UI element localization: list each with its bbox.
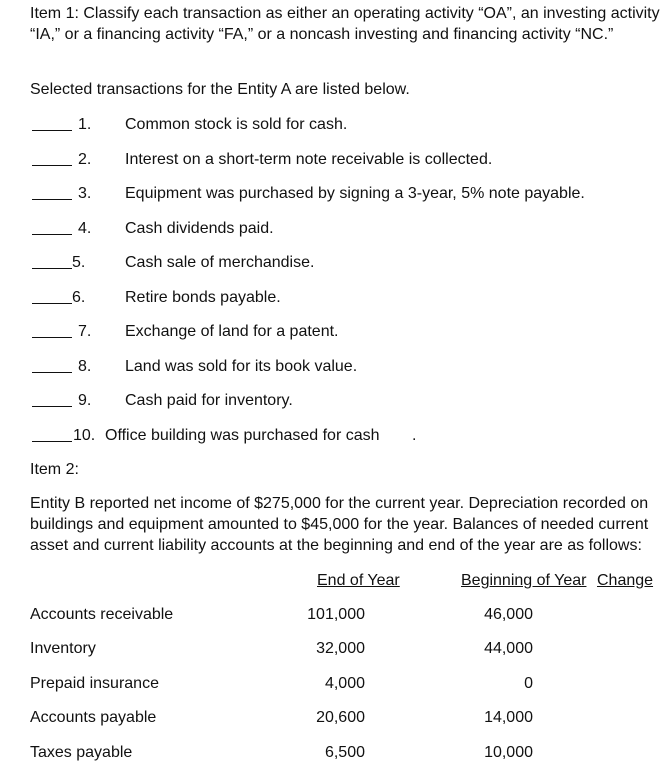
transaction-number: 10. (73, 427, 96, 444)
transaction-number: 6. (72, 289, 86, 306)
transaction-number: 3. (78, 185, 92, 202)
transaction-number: 8. (78, 358, 92, 375)
answer-blank[interactable] (32, 358, 72, 373)
transaction-number: 1. (78, 116, 92, 133)
answer-blank[interactable] (32, 323, 72, 338)
transaction-text: Cash sale of merchandise. (125, 254, 315, 271)
answer-blank[interactable] (32, 220, 72, 235)
item1-instructions: Item 1: Classify each transaction as either an operating activity “OA”, an investing activity “IA,” or a financing activity “FA,” or a noncash investing and financing activity “NC.” (30, 5, 660, 43)
beginning-value: 46,000 (484, 606, 533, 623)
transaction-text: Cash dividends paid. (125, 220, 274, 237)
beginning-value: 14,000 (484, 709, 533, 726)
account-name: Accounts receivable (30, 606, 174, 623)
account-name: Taxes payable (30, 744, 133, 761)
end-value: 32,000 (316, 640, 365, 657)
end-value: 20,600 (316, 709, 365, 726)
transaction-text: Exchange of land for a patent. (125, 323, 339, 340)
end-value: 4,000 (324, 675, 365, 692)
transaction-text: Cash paid for inventory. (125, 392, 293, 409)
answer-blank[interactable] (32, 289, 72, 304)
transaction-number: 5. (72, 254, 86, 271)
transaction-number: 4. (78, 220, 92, 237)
beginning-value: 10,000 (484, 744, 533, 761)
beginning-value: 44,000 (484, 640, 533, 657)
transaction-number: 9. (78, 392, 92, 409)
answer-blank[interactable] (32, 427, 72, 442)
transaction-number: 2. (78, 151, 92, 168)
transaction-text: Common stock is sold for cash. (125, 116, 348, 133)
header-end-of-year: End of Year (317, 572, 400, 589)
item1-intro: Selected transactions for the Entity A are listed below. (30, 81, 410, 98)
answer-blank[interactable] (32, 185, 72, 200)
transaction-text: Equipment was purchased by signing a 3-year, 5% note payable. (125, 185, 585, 202)
account-name: Accounts payable (30, 709, 157, 726)
transaction-text: Office building was purchased for cash (105, 427, 380, 444)
answer-blank[interactable] (32, 151, 72, 166)
end-value: 6,500 (324, 744, 365, 761)
transaction-text: Retire bonds payable. (125, 289, 281, 306)
header-beginning-of-year: Beginning of Year (461, 572, 587, 589)
header-change: Change (597, 572, 654, 589)
answer-blank[interactable] (32, 254, 72, 269)
answer-blank[interactable] (32, 392, 72, 407)
transaction-number: 7. (78, 323, 92, 340)
transaction-text: Interest on a short-term note receivable is collected. (125, 151, 493, 168)
account-name: Prepaid insurance (30, 675, 159, 692)
trailing-period: . (412, 427, 417, 444)
answer-blank[interactable] (32, 116, 72, 131)
end-value: 101,000 (307, 606, 365, 623)
item2-heading: Item 2: (30, 461, 79, 478)
beginning-value: 0 (524, 675, 533, 692)
transaction-text: Land was sold for its book value. (125, 358, 358, 375)
account-name: Inventory (30, 640, 96, 657)
item2-paragraph: Entity B reported net income of $275,000 for the current year. Depreciation recorded on buildings and equipment amounted to $45,000 for the year. Balances of needed current asset and current liability accounts at the beginning and end of the year are as follows: (30, 495, 649, 554)
